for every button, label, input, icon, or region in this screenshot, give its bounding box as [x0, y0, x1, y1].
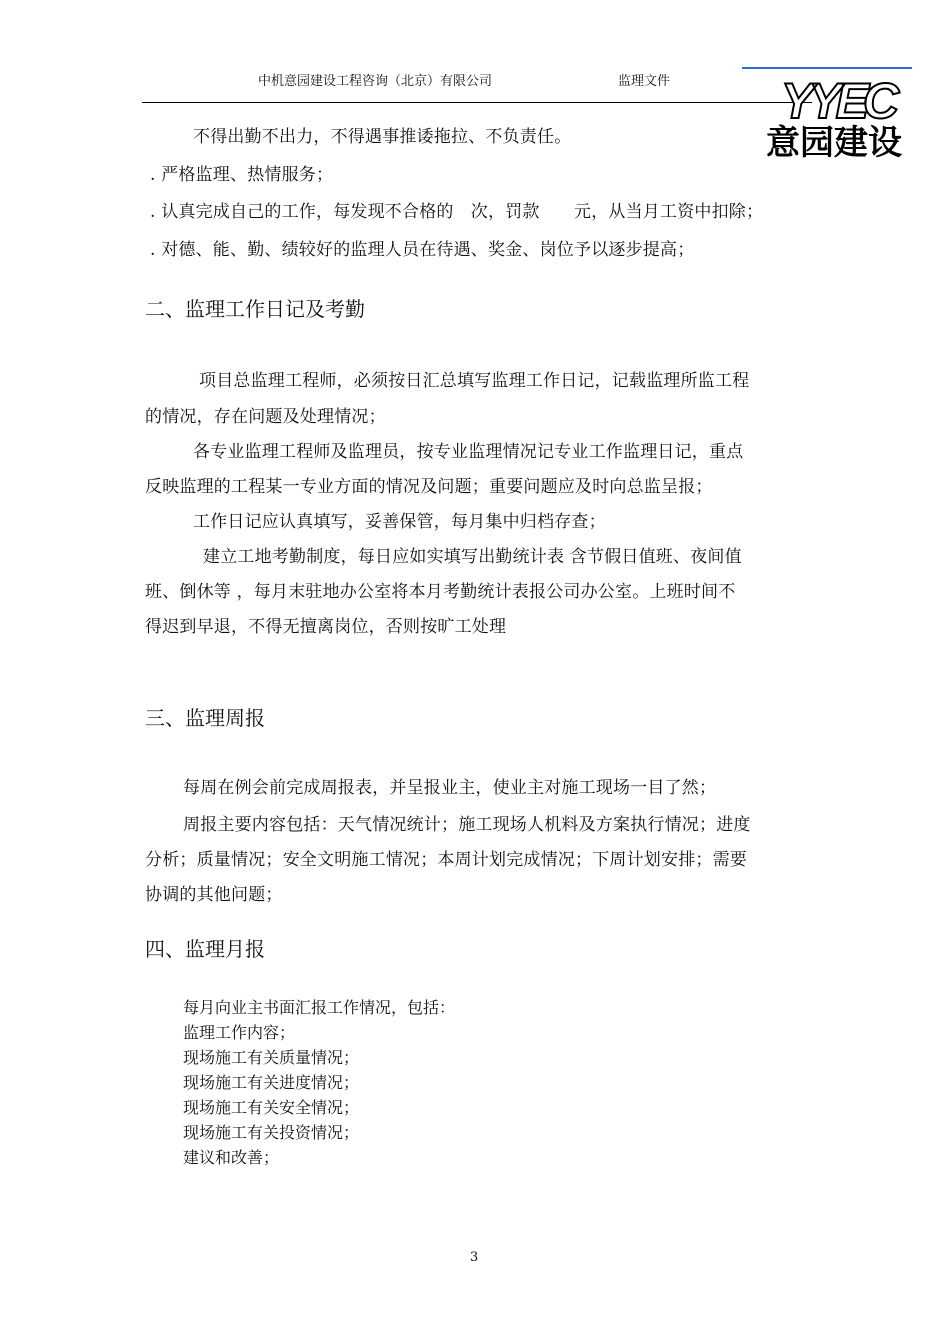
paragraph-line: 反映监理的工程某一专业方面的情况及问题；重要问题应及时向总监呈报；	[145, 477, 713, 497]
company-logo	[742, 62, 932, 162]
header-document-type: 监理文件	[618, 74, 671, 89]
header-divider	[142, 102, 812, 103]
paragraph-line: 工作日记应认真填写，妥善保管，每月集中归档存查；	[193, 512, 606, 532]
section-heading: 四、监理月报	[145, 937, 265, 961]
paragraph-line: 各专业监理工程师及监理员，按专业监理情况记专业工作监理日记，重点	[193, 442, 744, 462]
paragraph-line: 项目总监理工程师，必须按日汇总填写监理工作日记，记载监理所监工程	[199, 371, 750, 391]
paragraph-line: 班、倒休等 ，每月末驻地办公室将本月考勤统计表报公司办公室。上班时间不	[145, 582, 736, 602]
intro-line: . 认真完成自己的工作，每发现不合格的 次，罚款 元，从当月工资中扣除；	[150, 202, 764, 222]
page-number: 3	[470, 1250, 479, 1265]
intro-line: . 严格监理、热情服务；	[150, 165, 334, 185]
paragraph-line: 的情况，存在问题及处理情况；	[145, 407, 386, 427]
section-heading: 三、监理周报	[145, 706, 265, 730]
list-item: 监理工作内容；	[183, 1023, 296, 1042]
intro-line: . 对德、能、勤、绩较好的监理人员在待遇、奖金、岗位予以逐步提高；	[150, 240, 695, 260]
section-heading: 二、监理工作日记及考勤	[145, 297, 365, 321]
paragraph-line: 周报主要内容包括：天气情况统计；施工现场人机料及方案执行情况；进度	[183, 815, 751, 835]
list-item: 现场施工有关质量情况；	[183, 1048, 360, 1067]
list-item: 现场施工有关投资情况；	[183, 1123, 360, 1142]
paragraph-line: 分析；质量情况；安全文明施工情况；本周计划完成情况；下周计划安排；需要	[145, 850, 747, 870]
list-item: 建议和改善；	[183, 1148, 280, 1167]
paragraph-line: 得迟到早退，不得无擅离岗位，否则按旷工处理	[145, 617, 507, 637]
logo-text: 意园建设	[766, 123, 902, 162]
paragraph-line: 协调的其他问题；	[145, 885, 283, 905]
list-item: 现场施工有关进度情况；	[183, 1073, 360, 1092]
list-item: 现场施工有关安全情况；	[183, 1098, 360, 1117]
paragraph-line: 建立工地考勤制度，每日应如实填写出勤统计表 含节假日值班、夜间值	[203, 547, 742, 567]
list-item: 每月向业主书面汇报工作情况，包括：	[183, 998, 456, 1017]
paragraph-line: 每周在例会前完成周报表，并呈报业主，使业主对施工现场一目了然；	[183, 778, 717, 798]
intro-line: 不得出勤不出力，不得遇事推诿拖拉、不负责任。	[193, 127, 572, 147]
logo-letters: YYEC	[780, 73, 894, 129]
header-company-name: 中机意园建设工程咨询（北京）有限公司	[258, 74, 493, 89]
